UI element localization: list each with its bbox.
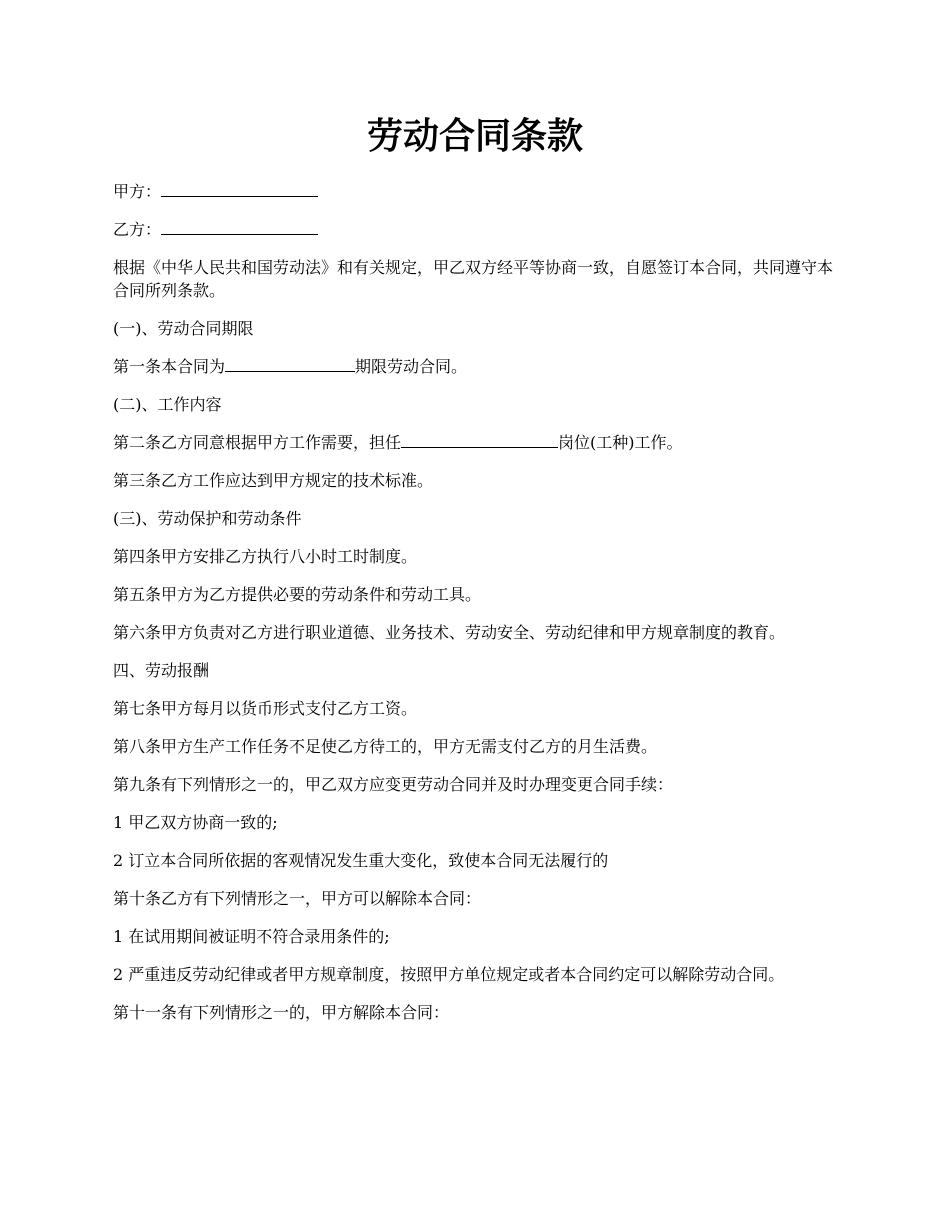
- article-10-item-2: 2 严重违反劳动纪律或者甲方规章制度，按照甲方单位规定或者本合同约定可以解除劳动合同。: [113, 965, 785, 984]
- section-heading-pay: 四、劳动报酬: [113, 661, 210, 680]
- article-1: [113, 355, 843, 378]
- party-b-line: [113, 218, 843, 241]
- article-4: 第四条甲方安排乙方执行八小时工时制度。: [113, 547, 418, 566]
- article-1-text-before: 第一条本合同为: [113, 357, 226, 376]
- party-a-blank: [161, 180, 318, 197]
- contract-term-blank: [225, 355, 355, 372]
- article-1-text-after: 期限劳动合同。: [355, 357, 468, 376]
- party-a-line: [113, 180, 843, 203]
- article-9-item-1: 1 甲乙双方协商一致的;: [113, 813, 278, 832]
- article-10-item-1: 1 在试用期间被证明不符合录用条件的;: [113, 927, 390, 946]
- article-3: 第三条乙方工作应达到甲方规定的技术标准。: [113, 471, 434, 490]
- document-title: 劳动合同条款: [366, 115, 583, 157]
- party-b-label: 乙方：: [113, 220, 162, 239]
- article-9-item-2: 2 订立本合同所依据的客观情况发生重大变化，致使本合同无法履行的: [113, 851, 609, 870]
- section-heading-protection: (三)、劳动保护和劳动条件: [113, 509, 302, 528]
- article-11: 第十一条有下列情形之一的，甲方解除本合同：: [113, 1003, 450, 1022]
- party-a-label: 甲方：: [113, 182, 162, 201]
- job-position-blank: [401, 431, 558, 448]
- document-body: [113, 180, 843, 1039]
- article-2-text-before: 第二条乙方同意根据甲方工作需要，担任: [113, 433, 402, 452]
- article-2-text-after: 岗位(工种)工作。: [558, 433, 683, 452]
- article-5: 第五条甲方为乙方提供必要的劳动条件和劳动工具。: [113, 585, 482, 604]
- article-7: 第七条甲方每月以货币形式支付乙方工资。: [113, 699, 418, 718]
- article-8: 第八条甲方生产工作任务不足使乙方待工的，甲方无需支付乙方的月生活费。: [113, 737, 658, 756]
- article-2: [113, 431, 843, 454]
- party-b-blank: [161, 218, 318, 235]
- intro-paragraph: 根据《中华人民共和国劳动法》和有关规定，甲乙双方经平等协商一致，自愿签订本合同，共同遵守本合同所列条款。: [113, 258, 834, 300]
- section-heading-term: (一)、劳动合同期限: [113, 319, 254, 338]
- article-10: 第十条乙方有下列情形之一，甲方可以解除本合同：: [113, 889, 482, 908]
- article-6: 第六条甲方负责对乙方进行职业道德、业务技术、劳动安全、劳动纪律和甲方规章制度的教育。: [113, 623, 786, 642]
- section-heading-work: (二)、工作内容: [113, 395, 222, 414]
- article-9: 第九条有下列情形之一的，甲乙双方应变更劳动合同并及时办理变更合同手续：: [113, 775, 674, 794]
